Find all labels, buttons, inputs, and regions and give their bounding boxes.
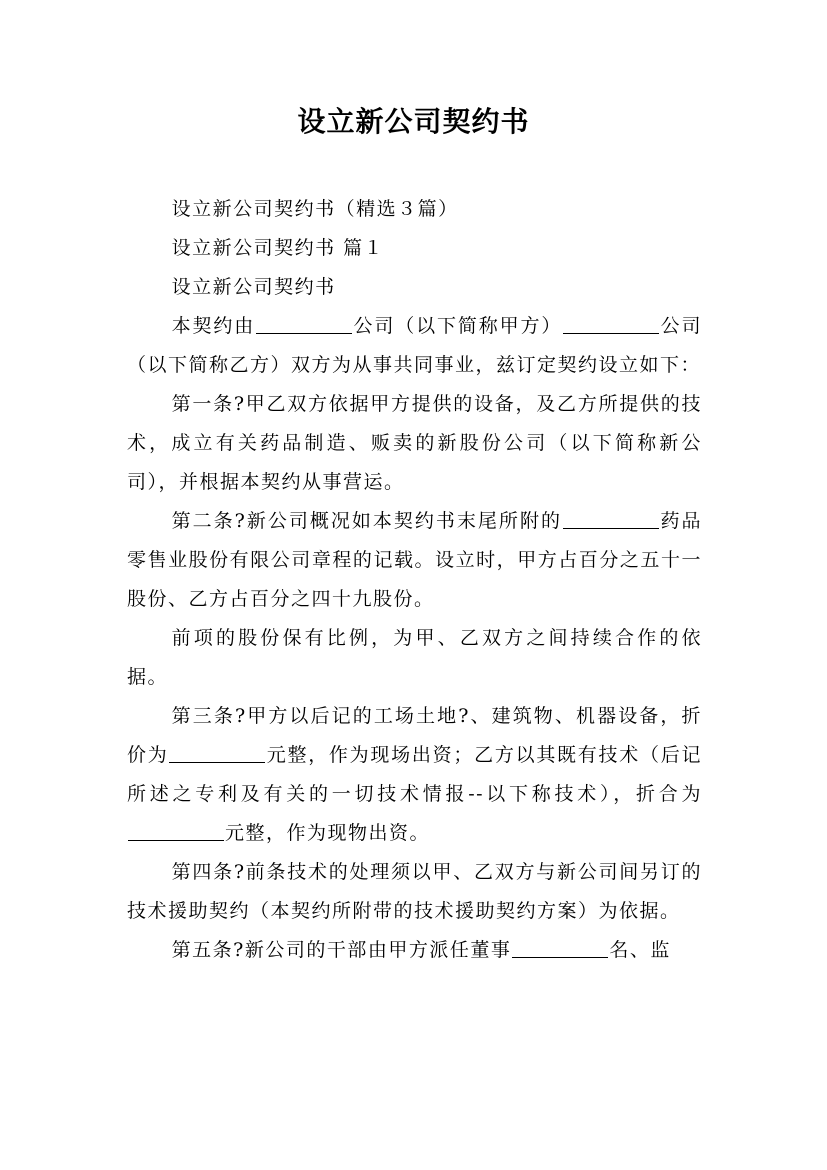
paragraph-text: 元整，作为现物出资。 (225, 822, 431, 844)
document-title: 设立新公司契约书 (297, 105, 530, 138)
fill-blank (563, 314, 659, 334)
paragraph-text: 本契约由 (171, 315, 256, 337)
paragraph-heading-part1 (127, 229, 702, 268)
paragraph-text: 第二条?新公司概况如本契约书末尾所附的 (171, 510, 562, 532)
fill-blank (128, 821, 224, 841)
paragraph-text: 公司（以下简称甲方） (353, 315, 563, 337)
paragraph-text: 设立新公司契约书 (171, 276, 336, 298)
paragraph-text: 第四条?前条技术的处理须以甲、乙双方与新公司间另订的技术援助契约（本契约所附带的技术援助契约方案）为依据。 (127, 861, 702, 922)
paragraph-heading-summary (127, 190, 702, 229)
paragraph-text: 药品零售业股份有限公司章程的记载。设立时，甲方占百分之五十一股份、乙方占百分之四十九股份。 (127, 510, 702, 610)
paragraph-text: 第三条?甲方以后记的工场土地?、建筑物、机器设备，折价为 (127, 705, 702, 766)
fill-blank (169, 743, 265, 763)
paragraph-heading-contract (127, 268, 702, 307)
paragraph-article-2 (127, 502, 702, 619)
paragraph-preamble (127, 307, 702, 385)
fill-blank (512, 938, 608, 958)
paragraph-article-1 (127, 385, 702, 502)
paragraph-article-4 (127, 853, 702, 931)
paragraph-text: 名、监 (609, 939, 671, 961)
paragraph-text: 设立新公司契约书 篇１ (171, 237, 385, 259)
paragraph-text: 元整，作为现场出资；乙方以其既有技术（后记所述之专利及有关的一切技术情报--以下称技术），折合为 (127, 744, 702, 805)
paragraph-text: 第一条?甲乙双方依据甲方提供的设备，及乙方所提供的技术，成立有关药品制造、贩卖的新股份公司（以下简称新公司），并根据本契约从事营运。 (127, 393, 702, 493)
paragraph-article-5 (127, 931, 702, 970)
document-body (127, 190, 702, 970)
fill-blank (256, 314, 352, 334)
paragraph-article-3 (127, 697, 702, 853)
fill-blank (563, 509, 659, 529)
paragraph-share-ratio (127, 619, 702, 697)
paragraph-text: 第五条?新公司的干部由甲方派任董事 (171, 939, 512, 961)
paragraph-text: 设立新公司契约书（精选３篇） (171, 198, 459, 220)
paragraph-text: 前项的股份保有比例，为甲、乙双方之间持续合作的依据。 (127, 627, 702, 688)
paragraph-text: 公司（以下简称乙方）双方为从事共同事业，兹订定契约设立如下： (127, 315, 702, 376)
